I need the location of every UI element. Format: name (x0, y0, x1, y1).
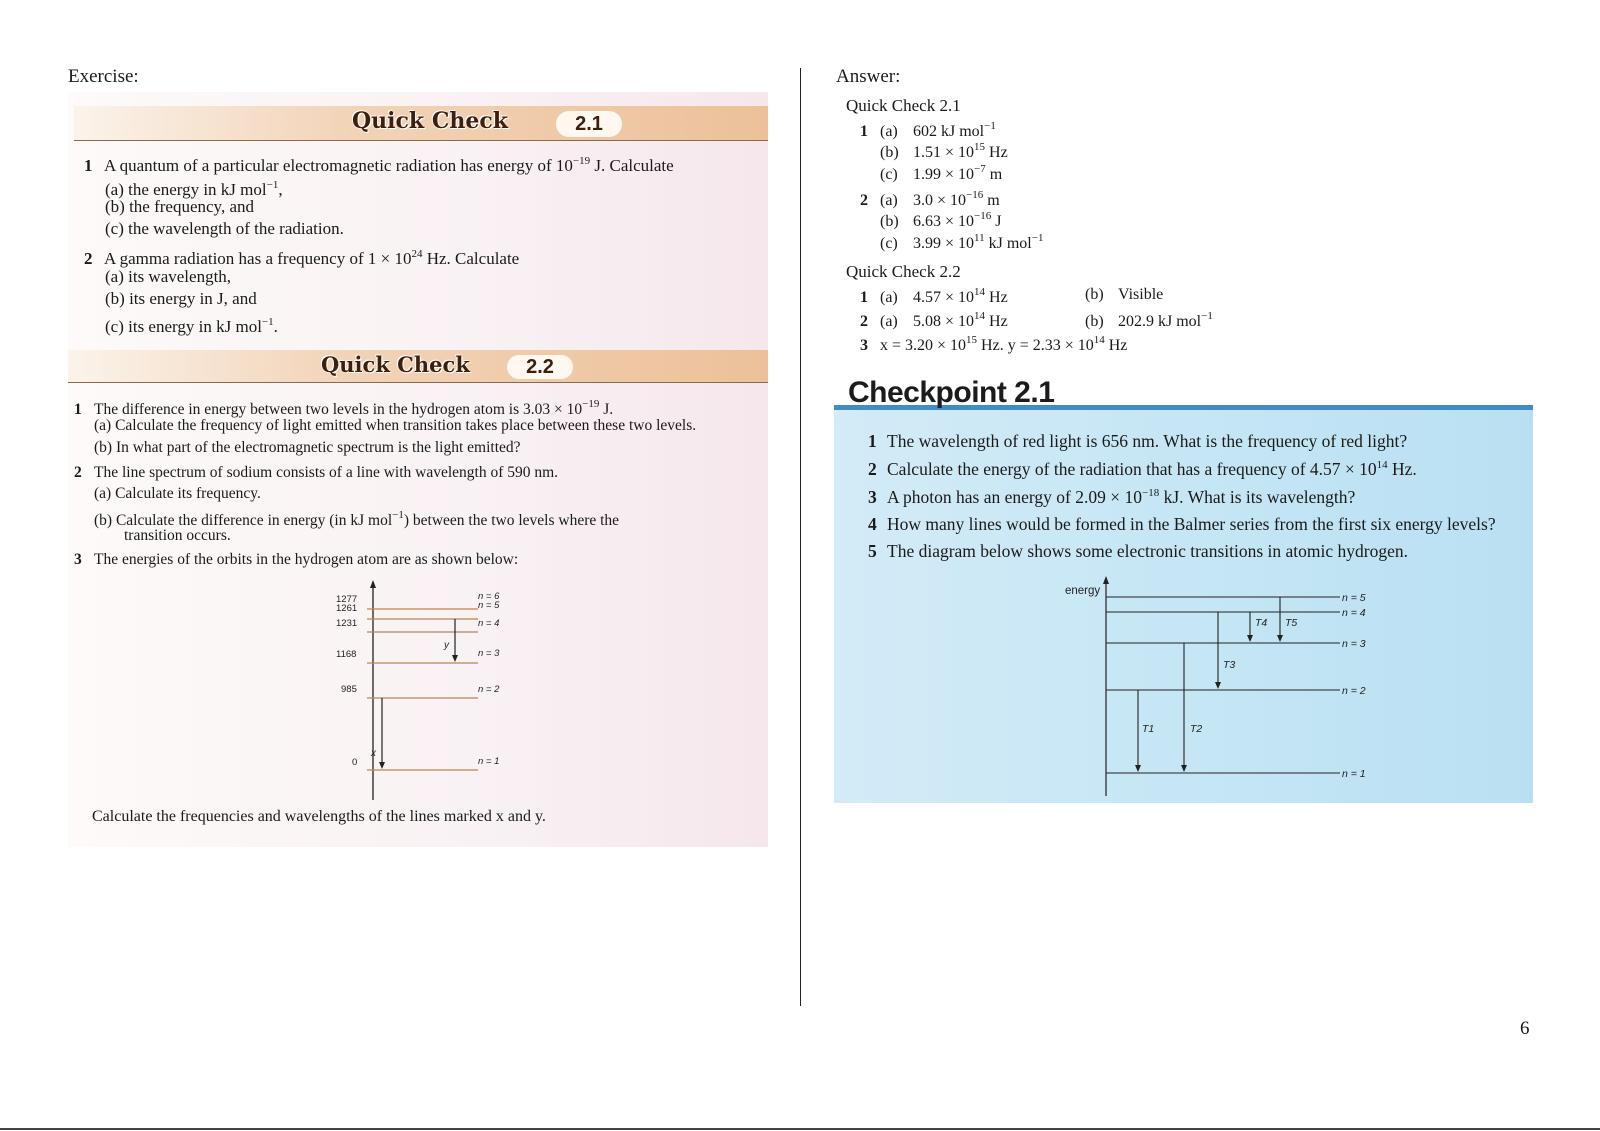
part-label: (b) (105, 197, 125, 216)
t5-text: T5 (1285, 617, 1298, 629)
qc1-q2-num: 2 (84, 249, 93, 268)
answer-qc21-row-2 (860, 141, 1008, 162)
qc1-q1-text: A quantum of a particular electromagnetic radiation has energy of 10 (104, 156, 573, 175)
qc1-q2-part-b (105, 288, 257, 310)
page-number: 6 (1520, 1018, 1530, 1039)
transition-t2-label (1190, 723, 1202, 735)
ans-value: 3.99 × 10 (913, 235, 975, 252)
page-bottom-rule (0, 1128, 1600, 1130)
part-text: (b) Calculate the difference in energy (in kJ mol (94, 512, 393, 529)
qc1-q2-text: A gamma radiation has a frequency of 1 × 10 (104, 249, 412, 268)
ans-label: (c) (880, 166, 898, 183)
cp-text: The wavelength of red light is 656 nm. What is the frequency of red light? (887, 431, 1408, 451)
energy-axis-arrow (1103, 576, 1109, 584)
transition-y-arrowhead (452, 655, 458, 662)
ans-value: 1.51 × 10 (913, 144, 975, 161)
ans-unit: Hz (985, 313, 1008, 330)
ans-value-y: Hz. y = 2.33 × 10 (977, 337, 1094, 354)
ans-value: 6.63 × 10 (913, 213, 975, 230)
checkpoint-q2 (868, 459, 1417, 480)
ans-value: Visible (1118, 286, 1164, 303)
ans-unit: J (991, 213, 1002, 230)
quick-check-2-1-number: 2.1 (556, 111, 622, 137)
ans-num: 2 (860, 192, 868, 209)
ans-label: (a) (880, 289, 898, 306)
qc2-question-3 (74, 549, 518, 571)
answer-qc22-row-2 (860, 310, 1008, 331)
qc2-question-2 (74, 462, 558, 484)
qc2-q2-part-a: (a) Calculate its frequency. (94, 485, 261, 502)
transition-x-arrowhead (379, 762, 385, 769)
ans-exp-y: 14 (1093, 334, 1105, 346)
cp-text-b: Hz. (1387, 459, 1417, 479)
cp-text: A photon has an energy of 2.09 × 10 (887, 487, 1142, 507)
ans-exp: 11 (974, 232, 985, 244)
ans-value-x: x = 3.20 × 10 (880, 337, 967, 354)
answer-qc22-row-1-b (1085, 286, 1163, 304)
cp-num: 2 (868, 459, 877, 479)
part-tail: . (273, 317, 278, 336)
transition-t3-label (1223, 659, 1235, 671)
n-label-1: n = 1 (1342, 768, 1366, 780)
answer-qc21-row-5 (860, 210, 1001, 231)
part-text-b: ) between the two levels where the (403, 512, 620, 529)
t4-text: T4 (1255, 617, 1268, 629)
t3-text: T3 (1223, 659, 1236, 671)
transitions-diagram (1060, 576, 1380, 796)
n-label-2: n = 2 (478, 684, 500, 695)
cp-num: 4 (868, 514, 877, 534)
qc1-q1-exp: −19 (572, 155, 591, 167)
answer-qc22-row-2-b (1085, 310, 1213, 331)
part-tail: , (278, 180, 283, 199)
qc2-footer: Calculate the frequencies and wavelengths of the lines marked x and y. (92, 808, 546, 825)
n-label-4: n = 4 (1342, 607, 1366, 619)
ans-label: (b) (880, 144, 899, 161)
answer-qc21-row-4 (860, 189, 1000, 210)
cp-text: Calculate the energy of the radiation that has a frequency of 4.57 × 10 (887, 459, 1377, 479)
ans-exp: −1 (984, 120, 996, 132)
cp-exp: −18 (1142, 487, 1160, 499)
transition-t2-arrowhead (1181, 765, 1187, 772)
ans-label: (b) (1085, 286, 1104, 303)
transition-y-label: y (444, 640, 449, 651)
answer-qc21-row-6 (860, 232, 1043, 253)
energy-label-1261: 1261 (336, 603, 358, 614)
answer-qc21-title: Quick Check 2.1 (846, 96, 961, 115)
transition-t4-arrowhead (1247, 635, 1253, 642)
part-label: (c) (105, 317, 124, 336)
part-text: its energy in kJ mol (128, 317, 262, 336)
n-label-3: n = 3 (478, 648, 500, 659)
cp-num: 3 (868, 487, 877, 507)
ans-num: 1 (860, 289, 868, 306)
checkpoint-q1 (868, 431, 1407, 452)
ans-unit: Hz (1104, 337, 1128, 354)
ans-unit: kJ mol (984, 235, 1032, 252)
ans-unit: m (983, 192, 1000, 209)
answer-qc21-row-3 (860, 163, 1002, 184)
qc2-q2-num: 2 (74, 464, 82, 481)
exercise-heading: Exercise: (68, 66, 139, 87)
checkpoint-q5 (868, 541, 1408, 562)
part-text: the wavelength of the radiation. (128, 219, 344, 238)
center-divider (800, 68, 801, 1006)
transition-x-label: x (371, 748, 376, 759)
ans-label: (a) (880, 192, 898, 209)
part-label: (a) (105, 180, 124, 199)
transition-t3-arrowhead (1215, 682, 1221, 689)
qc2-q2-part-b-cont: transition occurs. (124, 527, 231, 544)
qc2-q3-text: The energies of the orbits in the hydrogen atom are as shown below: (94, 551, 519, 568)
ans-value: 602 kJ mol (913, 123, 985, 140)
ans-exp: −1 (1201, 310, 1213, 322)
ans-num: 2 (860, 313, 868, 330)
qc1-q1-part-c (105, 218, 344, 240)
ans-unit-exp: −1 (1031, 232, 1044, 244)
ans-exp: 14 (974, 310, 986, 322)
transition-t5-label (1285, 617, 1297, 629)
part-exp: −1 (266, 179, 279, 191)
checkpoint-q4 (868, 514, 1496, 535)
answer-qc22-row-1 (860, 286, 1008, 307)
ans-label: (a) (880, 313, 898, 330)
ans-exp: 15 (974, 141, 986, 153)
energy-axis-label: energy (1065, 585, 1101, 597)
qc2-q1-text: The difference in energy between two levels in the hydrogen atom is 3.03 × 10 (94, 401, 583, 418)
transition-t5-arrowhead (1277, 635, 1283, 642)
part-text: the frequency, and (129, 197, 254, 216)
part-exp: −1 (261, 316, 274, 328)
quick-check-2-2-number: 2.2 (507, 355, 573, 379)
cp-num: 5 (868, 541, 877, 561)
checkpoint-q3 (868, 487, 1355, 508)
part-label: (b) (105, 289, 125, 308)
ans-exp: −16 (974, 210, 992, 222)
qc1-q1-part-b (105, 196, 254, 218)
cp-text: How many lines would be formed in the Balmer series from the first six energy levels? (887, 514, 1496, 534)
ans-label: (b) (1085, 313, 1104, 330)
energy-axis-arrow (370, 580, 376, 588)
t2-text: T2 (1190, 723, 1203, 735)
qc2-q1-part-b: (b) In what part of the electromagnetic spectrum is the light emitted? (94, 439, 521, 456)
qc1-q2-exp: 24 (411, 248, 423, 260)
ans-label: (b) (880, 213, 899, 230)
cp-text: The diagram below shows some electronic transitions in atomic hydrogen. (887, 541, 1408, 561)
energy-label-985: 985 (341, 684, 357, 695)
n-label-4: n = 4 (478, 618, 500, 629)
ans-unit: m (985, 166, 1003, 183)
answer-qc22-title: Quick Check 2.2 (846, 262, 961, 281)
ans-value: 1.99 × 10 (913, 166, 975, 183)
energy-label-1277: 1277 (336, 594, 358, 605)
part-exp: −1 (392, 509, 404, 521)
qc1-q2-text-b: Hz. Calculate (422, 249, 520, 268)
ans-label: (a) (880, 123, 898, 140)
ans-value: 4.57 × 10 (913, 289, 975, 306)
ans-exp: −16 (966, 189, 984, 201)
ans-value: 3.0 × 10 (913, 192, 967, 209)
quick-check-2-1-title: Quick Check (352, 108, 508, 134)
qc2-q3-num: 3 (74, 551, 82, 568)
n-label-5: n = 5 (1342, 592, 1366, 604)
qc1-q1-num: 1 (84, 156, 93, 175)
part-text: its energy in J, and (129, 289, 257, 308)
energy-label-1231: 1231 (336, 618, 358, 629)
cp-text-b: kJ. What is its wavelength? (1159, 487, 1356, 507)
cp-num: 1 (868, 431, 877, 451)
ans-exp-x: 15 (966, 334, 978, 346)
ans-num: 3 (860, 337, 868, 354)
transition-t1-arrowhead (1135, 765, 1141, 772)
energy-label-0: 0 (352, 757, 358, 768)
ans-exp: −7 (974, 163, 986, 175)
qc1-q1-text-b: J. Calculate (590, 156, 674, 175)
transition-t4-label (1255, 617, 1267, 629)
qc1-q2-part-a (105, 266, 231, 288)
part-text: its wavelength, (128, 267, 232, 286)
answer-qc21-row-1 (860, 120, 996, 141)
cp-exp: 14 (1376, 459, 1388, 471)
ans-label: (c) (880, 235, 898, 252)
n-label-5: n = 5 (478, 600, 500, 611)
transition-t1-label (1142, 723, 1154, 735)
n-label-1: n = 1 (478, 756, 500, 767)
ans-value: 202.9 kJ mol (1118, 313, 1202, 330)
t1-text: T1 (1142, 723, 1155, 735)
qc2-q1-num: 1 (74, 401, 82, 418)
ans-value: 5.08 × 10 (913, 313, 975, 330)
qc1-question-1 (84, 150, 674, 177)
qc2-q1-text-b: J. (599, 401, 614, 418)
energy-label-1168: 1168 (336, 649, 357, 660)
quick-check-2-2-title: Quick Check (321, 352, 470, 377)
n-label-2: n = 2 (1342, 685, 1366, 697)
hydrogen-energy-diagram (330, 580, 530, 800)
answer-qc22-row-3 (860, 334, 1127, 355)
ans-exp: 14 (974, 286, 986, 298)
part-label: (c) (105, 219, 124, 238)
ans-num: 1 (860, 123, 868, 140)
n-label-6: n = 6 (478, 591, 500, 602)
qc2-q1-part-a: (a) Calculate the frequency of light emitted when transition takes place between these two levels. (94, 417, 697, 434)
qc2-q2-text: The line spectrum of sodium consists of a line with wavelength of 590 nm. (94, 464, 559, 481)
qc2-q1-exp: −19 (582, 398, 600, 410)
qc1-q2-part-c (105, 311, 278, 338)
ans-unit: Hz (985, 289, 1008, 306)
n-label-3: n = 3 (1342, 638, 1366, 650)
ans-unit: Hz (985, 144, 1008, 161)
checkpoint-title: Checkpoint 2.1 (848, 376, 1055, 409)
part-label: (a) (105, 267, 124, 286)
answer-heading: Answer: (836, 66, 901, 87)
part-text: the energy in kJ mol (128, 180, 267, 199)
